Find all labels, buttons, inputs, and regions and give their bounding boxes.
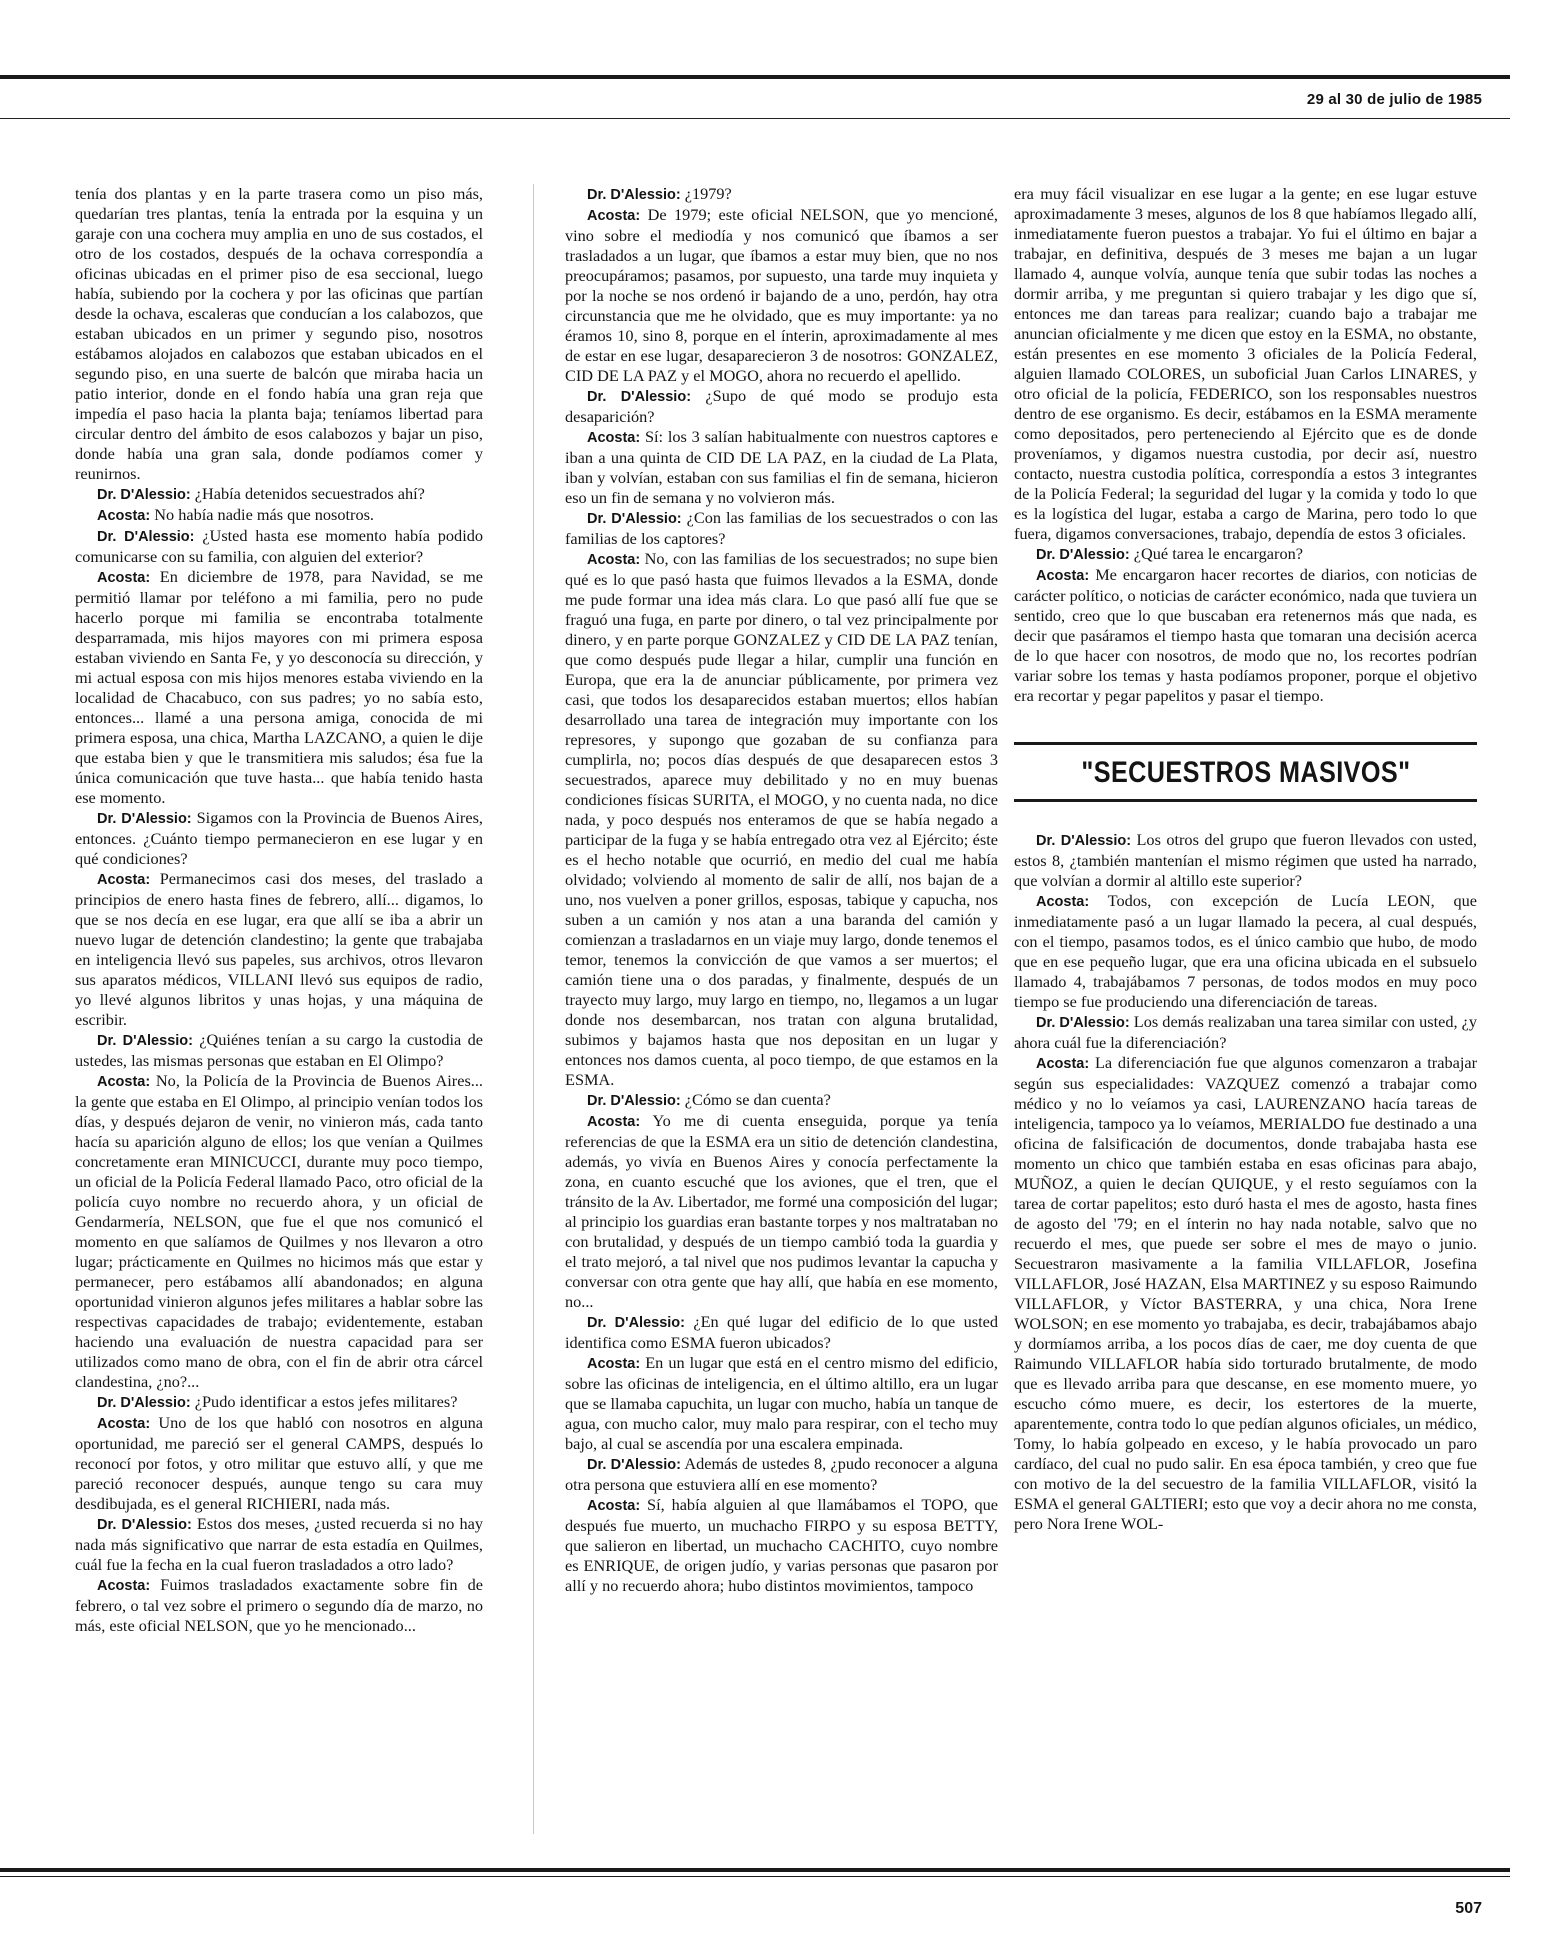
speaker-label: Acosta: [97,1074,151,1090]
paragraph [1014,565,1477,706]
paragraph-text: Sí, había alguien al que llamábamos el TOPO, que después fue muerto, un muchacho FIRPO y su esposa BETTY, que salieron en libertad, un muchacho CACHITO, cuyo nombre es ENRIQUE, de origen judío, y varias personas que pasaron por allí y no recuerdo ahora; hubo distintos movimientos, tampoco [565,1495,998,1595]
paragraph [75,1030,483,1071]
paragraph-text: tenía dos plantas y en la parte trasera como un piso más, quedarían tres plantas, tenía la entrada por la esquina y un garaje con una cochera muy amplia en uno de sus costados, el otro de los costados, después de la ochava correspondía a oficinas ubicadas en el primer piso de esa seccional, luego había, subiendo por la cochera y por las oficinas que partían desde la ochava, escaleras que conducían a los calabozos, que estaban ubicados en un primer y segundo piso, nosotros estábamos alojados en calabozos que estaban ubicados en el segundo piso, en una suerte de balcón que miraba hacia un patio interior, donde en el fondo había una gran reja que impedía el paso hacia la planta baja; teníamos libertad para circular dentro del ámbito de esos calabozos y bajar un piso, donde había una gran sala, donde podíamos comer y reunirnos. [75,184,483,483]
issue-date: 29 al 30 de julio de 1985 [1306,91,1482,108]
speaker-label: Acosta: [587,208,641,224]
speaker-label: Acosta: [1036,1056,1090,1072]
paragraph-text: Todos, con excepción de Lucía LEON, que inmediatamente pasó a un lugar llamado la pecera, al cual después, con el tiempo, pasamos todos, es el único cambio que hubo, de modo que en ese pequeño lugar, que era una oficina ubicada en el subsuelo llamado 4, trabajábamos 7 personas, de todos modos en muy poco tiempo se fue produciendo una diferenciación de tareas. [1014,891,1477,1011]
paragraph-text: ¿Con las familias de los secuestrados o con las familias de los captores? [565,508,998,548]
paragraph-text: No había nadie más que nosotros. [150,505,375,524]
paragraph-text: Yo me di cuenta enseguida, porque ya tenía referencias de que la ESMA era un sitio de detención clandestina, además, yo vivía en Buenos Aires y conocía perfectamente la zona, en cuanto escuché que los aviones, que el tren, que el tránsito de la Av. Libertador, me formé una composición del lugar; al principio los guardias eran bastante torpes y nos maltrataban no con brutalidad, y después de un tiempo cambió toda la guardia y el trato mejoró, a tal nivel que nos pudimos levantar la capucha y conversar con otra gente que hay allí, que había en ese momento, no... [565,1111,998,1311]
speaker-label: Dr. D'Alessio: [97,1033,193,1049]
paragraph [75,1413,483,1514]
paragraph [565,1312,998,1353]
paragraph [75,505,483,526]
paragraph [565,1454,998,1495]
header-rule [0,118,1510,119]
paragraph-text: era muy fácil visualizar en ese lugar a la gente; en ese lugar estuve aproximadamente 3 meses, algunos de los 8 que habíamos llegado allí, inmediatamente fueron puestos a trabajar. Yo fui el último en bajar a trabajar, en definitiva, después de 3 meses me bajan a un lugar llamado 4, aunque volvía, aunque tenía que subir todas las noches a dormir arriba, y me preguntan si quiero trabajar y les digo que sí, entonces me dan tareas para realizar; cuando bajo a trabajar me anuncian oficialmente y me dicen que estoy en la ESMA, no obstante, están presentes en ese momento 3 oficiales de la Policía Federal, alguien llamado COLORES, un suboficial Juan Carlos LINARES, y otro oficial de la policía, FEDERICO, son los responsables nuestros dentro de ese organismo. Es decir, estábamos en la ESMA meramente como depositados, pero perteneciendo al Ejército que es de donde proveníamos, y digamos nuestra custodia, por decir así, nuestro contacto, nuestra custodia política, correspondía a estos 3 integrantes de la Policía Federal; la seguridad del lugar y la comida y todo lo que es la logística del lugar, estaba a cargo de Marina, pero todo lo que fuera, digamos conversaciones, trabajo, dependía de estos 3 oficiales. [1014,184,1477,543]
paragraph [75,1575,483,1636]
speaker-label: Dr. D'Alessio: [587,1093,681,1109]
paragraph [1014,830,1477,891]
section-heading-box [1014,742,1477,802]
paragraph-text: Sigamos con la Provincia de Buenos Aires, entonces. ¿Cuánto tiempo permanecieron en ese lugar y en qué condiciones? [75,808,483,868]
paragraph-text: Estos dos meses, ¿usted recuerda si no hay nada más significativo que narrar de esta estadía en Quilmes, cuál fue la fecha en la cual fueron trasladados a otro lado? [75,1514,483,1574]
speaker-label: Acosta: [97,872,151,888]
speaker-label: Acosta: [587,430,641,446]
paragraph [75,1514,483,1575]
speaker-label: Dr. D'Alessio: [587,511,682,527]
paragraph [565,386,998,427]
paragraph [75,869,483,1030]
paragraph-text: ¿Quiénes tenían a su cargo la custodia de ustedes, las mismas personas que estaban en El Olimpo? [75,1030,483,1070]
paragraph [565,549,998,1090]
paragraph-text: ¿Supo de qué modo se produjo esta desaparición? [565,386,998,426]
paragraph [75,808,483,869]
paragraph-text: No, la Policía de la Provincia de Buenos Aires... la gente que estaba en El Olimpo, al principio venían todos los días, y después dejaron de venir, no vinieron más, cada tanto hacía su aparición alguno de ellos; los que venían a Quilmes concretamente eran MINICUCCI, durante muy poco tiempo, un oficial de la Policía Federal llamado Paco, otro oficial de la policía cuyo nombre no recuerdo ahora, y un oficial de Gendarmería, NELSON, que fue el que nos comunicó el momento en que salíamos de Quilmes y nos llevaron a otro lugar; prácticamente en Quilmes no hicimos más que estar y permanecer, pero estábamos allí abandonados; en alguna oportunidad vinieron algunos jefes militares a hablar sobre las respectivas capacidades de trabajo; evidentemente, estaban haciendo una evaluación de nuestra capacidad para ser utilizados como mano de obra, con el fin de abrir otra cárcel clandestina, ¿no?... [75,1071,483,1391]
column-divider [533,184,534,1834]
speaker-label: Acosta: [1036,568,1090,584]
speaker-label: Dr. D'Alessio: [97,1395,191,1411]
top-rule [0,75,1510,79]
paragraph-text: ¿En qué lugar del edificio de lo que usted identifica como ESMA fueron ubicados? [565,1312,998,1352]
paragraph [565,1353,998,1454]
speaker-label: Dr. D'Alessio: [587,389,692,405]
paragraph [1014,1053,1477,1534]
paragraph-text: En un lugar que está en el centro mismo del edificio, sobre las oficinas de inteligencia, en el último altillo, era un lugar que se llamaba capuchita, un lugar con mucho, había un tanque de agua, con mucho calor, muy malo para respirar, con el techo muy bajo, al cual se ascendía por una escalera empinada. [565,1353,998,1453]
paragraph [75,484,483,505]
speaker-label: Acosta: [587,1356,641,1372]
speaker-label: Dr. D'Alessio: [587,1315,685,1331]
speaker-label: Dr. D'Alessio: [1036,833,1132,849]
paragraph-text: ¿Qué tarea le encargaron? [1129,544,1303,563]
paragraph-text: De 1979; este oficial NELSON, que yo mencioné, vino sobre el mediodía y nos comunicó que íbamos a ser trasladados a un lugar, que íbamos a estar muy bien, que no nos preocupáramos; pasamos, por supuesto, una tarde muy inquieta y por la noche se nos ordenó ir bajando de a uno, perdón, hay otra circunstancia que me he olvidado, que es muy importante: ya no éramos 10, sino 8, porque en el ínterin, aproximadamente al mes de estar en ese lugar, desaparecieron 3 de nosotros: GONZALEZ, CID DE LA PAZ y el MOGO, ahora no recuerdo el apellido. [565,205,998,385]
footer-rule-thin [0,1876,1510,1877]
section-heading: "SECUESTROS MASIVOS" [1080,756,1411,789]
speaker-label: Acosta: [587,1114,641,1130]
speaker-label: Dr. D'Alessio: [1036,1015,1130,1031]
paragraph [565,427,998,508]
speaker-label: Dr. D'Alessio: [1036,547,1130,563]
speaker-label: Dr. D'Alessio: [97,529,195,545]
paragraph [1014,891,1477,1012]
paragraph [1014,544,1477,565]
paragraph-text: Además de ustedes 8, ¿pudo reconocer a alguna otra persona que estuviera allí en ese momento? [565,1454,998,1494]
speaker-label: Dr. D'Alessio: [97,1517,192,1533]
speaker-label: Dr. D'Alessio: [587,187,681,203]
paragraph [75,1071,483,1392]
paragraph [75,1392,483,1413]
paragraph-text: Los otros del grupo que fueron llevados con usted, estos 8, ¿también mantenían el mismo régimen que usted ha narrado, que volvían a dormir al altillo este superior? [1014,830,1477,890]
paragraph [75,526,483,567]
paragraph-text: La diferenciación fue que algunos comenzaron a trabajar según sus especialidades: VAZQUEZ comenzó a trabajar como médico y no lo veíamos ya casi, LAURENZANO hacía tareas de inteligencia, tampoco ya lo veíamos, MERIALDO fue destinado a una oficina de falsificación de documentos, donde trabajaba hasta ese momento un chico que también estaba en esas oficinas para abajo, MUÑOZ, a quien le decían QUIQUE, y el resto seguíamos con la tarea de cortar papelitos; esto duró hasta el mes de agosto, hasta fines de agosto del '79; en el ínterin no hay nada notable, salvo que no recuerdo el mes, que puede ser sobre el mes de mayo o junio. Secuestraron masivamente a la familia VILLAFLOR, Josefina VILLAFLOR, José HAZAN, Elsa MARTINEZ y su esposo Raimundo VILLAFLOR, y Víctor BASTERRA, y una chica, Nora Irene WOLSON; en ese momento yo trabajaba, es decir, trabajábamos abajo y dormíamos arriba, a los pocos días de caer, me doy cuenta de que Raimundo VILLAFLOR había sido torturado brutalmente, de modo que es llevado arriba para que descanse, en ese momento muere, yo escucho cómo muere, es decir, los estertores de la muerte, aparentemente, contra todo lo que pedían algunos oficiales, un médico, Tomy, lo había golpeado en exceso, y le había provocado un paro cardíaco, del cual no pudo salir. En esa época también, y creo que fue con motivo de la del secuestro de la familia VILLAFLOR, visitó la ESMA el general GALTIERI; esto que voy a decir ahora no me consta, pero Nora Irene WOL- [1014,1053,1477,1533]
speaker-label: Acosta: [1036,894,1090,910]
speaker-label: Acosta: [97,570,151,586]
page-number: 507 [1455,1900,1482,1917]
paragraph [565,508,998,549]
paragraph-text: ¿Había detenidos secuestrados ahí? [190,484,425,503]
speaker-label: Acosta: [97,1578,151,1594]
text-column-1 [75,184,483,1834]
paragraph [1014,1012,1477,1053]
paragraph [75,567,483,808]
paragraph-text: Me encargaron hacer recortes de diarios, con noticias de carácter político, o noticias de carácter económico, nada que tuviera un sentido, creo que lo que buscaban era retenernos más que nada, es decir que pasáramos el tiempo hasta que tomaran una decisión acerca de lo que hacer con nosotros, de modo que no, los recortes podrían variar sobre los temas y hasta podíamos proponer, porque el objetivo era recortar y pegar papelitos y pasar el tiempo. [1014,565,1477,705]
paragraph-text: ¿Usted hasta ese momento había podido comunicarse con su familia, con alguien del exterior? [75,526,483,566]
paragraph [565,1495,998,1596]
paragraph-text: Uno de los que habló con nosotros en alguna oportunidad, me pareció ser el general CAMPS, después lo reconocí por fotos, y otro militar que estuvo allí, y que me pareció reconocer después, aunque tengo su cara muy desdibujada, es el general RICHIERI, nada más. [75,1413,483,1513]
paragraph-text: Fuimos trasladados exactamente sobre fin de febrero, o tal vez sobre el primero o segundo día de marzo, no más, este oficial NELSON, que yo he mencionado... [75,1575,483,1635]
speaker-label: Acosta: [587,1498,641,1514]
paragraph-text: Sí: los 3 salían habitualmente con nuestros captores e iban a una quinta de CID DE LA PAZ, en la ciudad de La Plata, iban y volvían, estaban con sus familias el fin de semana, hicieron eso un fin de semana y no volvieron más. [565,427,998,507]
paragraph [565,184,998,205]
paragraph [1014,184,1477,544]
speaker-label: Acosta: [97,508,151,524]
speaker-label: Dr. D'Alessio: [587,1457,681,1473]
paragraph-text: ¿1979? [680,184,732,203]
paragraph-text: Permanecimos casi dos meses, del traslado a principios de enero hasta fines de febrero, allí... digamos, lo que se nos decía en ese lugar, era que allí se iba a abrir un nuevo lugar de detención clandestino; la gente que trabajaba en inteligencia llevó sus papeles, sus archivos, otros llevaron sus aparatos médicos, VILLANI llevó sus equipos de radio, yo llevé algunos libritos y unas hojas, y una máquina de escribir. [75,869,483,1029]
paragraph [565,1090,998,1111]
speaker-label: Dr. D'Alessio: [97,811,192,827]
text-column-3 [1014,184,1477,1834]
paragraph-text: Los demás realizaban una tarea similar con usted, ¿y ahora cuál fue la diferenciación? [1014,1012,1477,1052]
footer-rule [0,1868,1510,1872]
paragraph-text: En diciembre de 1978, para Navidad, se me permitió llamar por teléfono a mi familia, pero no pude hacerlo porque mi familia se encontraba totalmente desparramada, mis hijos mayores con mi primera esposa estaban viviendo en Santa Fe, y yo desconocía su dirección, y mi actual esposa con mis hijos menores estaba viviendo en la localidad de Chacabuco, con sus padres; yo no sabía esto, entonces... llamé a una persona amiga, conocida de mi primera esposa, una chica, Martha LAZCANO, a quien le dije que estaba bien y que le transmitiera mis saludos; ésa fue la única comunicación que tuve hasta... que había tenido hasta ese momento. [75,567,483,807]
paragraph [565,205,998,386]
speaker-label: Dr. D'Alessio: [97,487,191,503]
text-column-2 [565,184,998,1834]
paragraph-text: ¿Pudo identificar a estos jefes militares? [190,1392,458,1411]
speaker-label: Acosta: [587,552,641,568]
paragraph [75,184,483,484]
paragraph [565,1111,998,1312]
paragraph-text: ¿Cómo se dan cuenta? [680,1090,831,1109]
speaker-label: Acosta: [97,1416,151,1432]
paragraph-text: No, con las familias de los secuestrados; no supe bien qué es lo que pasó hasta que fuimos llevados a la ESMA, donde me pude formar una idea más clara. Lo que pasó allí fue que se fraguó una fuga, en parte por dinero, o tal vez principalmente por dinero, y en parte porque GONZALEZ y CID DE LA PAZ tenían, que como después pude llegar a hilar, cumplir una función en Europa, que era la de anunciar públicamente, por primera vez casi, que todos los desaparecidos estaban muertos; ellos habían desarrollado una tarea de integración muy importante con los represores, y supongo que gozaban de su confianza para cumplirla, no; pocos días después de que desaparecen estos 3 secuestrados, aparece muy debilitado y no en muy buenas condiciones físicas SURITA, el MOGO, y no cuenta nada, no dice nada, y poco después nos enteramos de que se había negado a participar de la fuga y se había entregado otra vez al Ejército; éste es el hecho notable que ocurrió, en medio del cual me había olvidado; volviendo al momento de salir de allí, nos bajan de a uno, nos vuelven a poner grillos, esposas, tabique y capucha, nos suben a un camión y nos atan a una baranda del camión y comienzan a trasladarnos en un viaje muy largo, donde tenemos el temor, tenemos la convicción de que vamos a ser muertos; el camión tiene una o dos paradas, y finalmente, después de un trayecto muy largo, muy largo en tiempo, no, llegamos a un lugar donde nos desembarcan, nos tratan con alguna brutalidad, subimos y bajamos hasta que nos depositan en un lugar y entonces nos damos cuenta, al poco tiempo, de que estamos en la ESMA. [565,549,998,1089]
